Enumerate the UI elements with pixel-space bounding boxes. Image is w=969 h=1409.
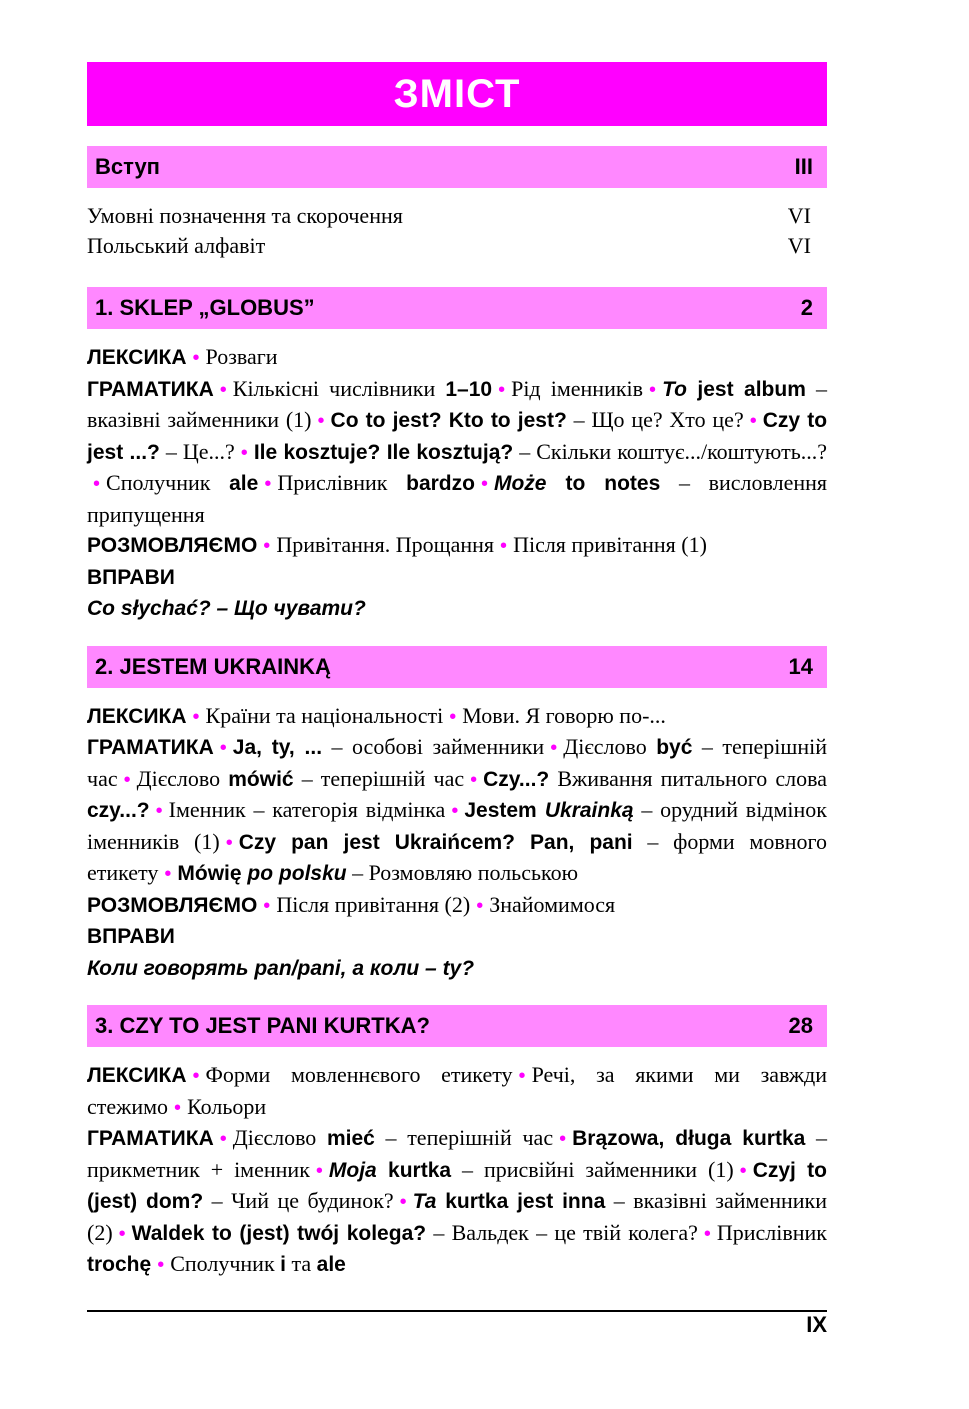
content-text: ГРАМАТИКА (87, 1127, 214, 1150)
page-number: IX (806, 1312, 827, 1337)
content-text: Ta (412, 1190, 437, 1213)
content-text: ale (229, 472, 259, 495)
content-line (87, 1123, 827, 1281)
content-text: czy...? (87, 799, 150, 822)
chapter-page: 14 (788, 653, 813, 679)
bullet-icon: • (739, 1159, 747, 1182)
bullet-icon: • (315, 1159, 323, 1182)
content-text: Дієслово (136, 765, 229, 791)
intro-bar[interactable] (87, 146, 827, 188)
content-text: – орудний відмінок іменників (1) (87, 797, 827, 854)
bullet-icon: • (225, 831, 233, 854)
bullet-icon: • (449, 705, 457, 728)
front-entry-label: Умовні позначення та скорочення (87, 203, 403, 228)
bullet-icon: • (155, 800, 163, 822)
content-text: Czy to jest ...? (87, 409, 828, 464)
content-text: Moja (328, 1158, 377, 1182)
content-line (87, 562, 827, 594)
content-line (87, 1060, 827, 1123)
content-text: ГРАМАТИКА (87, 377, 214, 401)
chapter-title: 3. CZY TO JEST PANI KURTKA? (95, 1013, 430, 1038)
bullet-icon: • (157, 1254, 165, 1276)
bullet-icon: • (749, 410, 757, 432)
content-text: Co to jest? Kto to jest? (330, 409, 567, 432)
content-text: Після привітання (2) (276, 891, 471, 917)
bullet-icon: • (263, 535, 271, 557)
content-text: ЛЕКСИКА (87, 346, 187, 369)
content-text: – Це...? (159, 438, 235, 464)
content-line (87, 890, 827, 922)
content-text: Może (493, 472, 547, 495)
bullet-icon: • (480, 473, 488, 495)
bullet-icon: • (264, 473, 272, 495)
content-text: bardzo (406, 472, 475, 495)
chapter-2-contents (87, 701, 827, 985)
bullet-icon: • (559, 1128, 567, 1150)
content-line (87, 342, 827, 374)
content-text: kurtka (376, 1158, 452, 1182)
content-line (87, 530, 827, 562)
front-entry-label: Польський алфавіт (87, 233, 266, 258)
content-text: Czyj to (jest) dom? (87, 1158, 827, 1213)
content-text: – прикметник + іменник (87, 1125, 828, 1182)
content-text: Сполучник (170, 1251, 281, 1276)
content-text: РОЗМОВЛЯЄМО (87, 534, 258, 557)
chapter-1-contents (87, 342, 827, 625)
front-entry-page: VI (787, 203, 811, 228)
content-text: Знайомимося (489, 891, 616, 917)
bullet-icon: • (192, 705, 200, 728)
content-text: ЛЕКСИКА (87, 704, 187, 728)
content-text: – висловлення припущення (87, 470, 828, 527)
content-text: po polsku (247, 862, 347, 885)
content-text: – форми мовного етикету (87, 828, 827, 885)
content-text: – вказівні займенники (1) (87, 375, 828, 432)
content-text: Jestem (464, 799, 545, 822)
content-text: Форми мовленнєвого етикету (205, 1062, 513, 1087)
bullet-icon: • (317, 410, 325, 432)
footer-divider (87, 1310, 827, 1312)
bullet-icon: • (118, 1222, 126, 1245)
content-text: Привітання. Прощання (276, 532, 495, 557)
content-text: Після привітання (1) (513, 532, 707, 557)
content-text: Mówię (177, 862, 248, 885)
bullet-icon: • (219, 1128, 227, 1150)
content-text: – Розмовляю польською (346, 860, 579, 885)
content-text: РОЗМОВЛЯЄМО (87, 893, 258, 917)
bullet-icon: • (192, 347, 200, 369)
bullet-icon: • (703, 1222, 711, 1245)
bullet-icon: • (174, 1096, 182, 1119)
content-text: – особові займенники (322, 734, 545, 759)
front-entry[interactable] (87, 231, 827, 261)
content-text: Дієслово (563, 734, 657, 759)
content-text: – теперішній час (293, 765, 465, 791)
content-text: ГРАМАТИКА (87, 736, 214, 759)
content-text: – Скільки коштує.../коштують...? (513, 438, 827, 464)
content-text: jest album (686, 377, 806, 401)
content-text: Ukrainką (544, 799, 634, 822)
bullet-icon: • (476, 894, 484, 917)
content-line (87, 921, 827, 953)
front-entry-page: VI (787, 233, 811, 258)
content-text: – Що це? Хто це? (566, 407, 744, 432)
front-entries (87, 201, 827, 261)
chapter-title: 2. JESTEM UKRAINKĄ (95, 653, 331, 679)
content-text: Сполучник (106, 470, 230, 495)
content-text: – вказівні займенники (2) (87, 1188, 828, 1245)
content-text: Czy pan jest Ukraińcem? Pan, pani (238, 830, 633, 854)
content-text: mówić (228, 767, 294, 791)
bullet-icon: • (164, 863, 172, 885)
content-text: ВПРАВИ (87, 925, 175, 948)
content-line (87, 374, 827, 531)
bullet-icon: • (219, 378, 227, 401)
content-text: Кольори (187, 1093, 267, 1119)
content-text: – Вальдек – це твій колега? (426, 1219, 698, 1245)
chapter-3-bar[interactable] (87, 1005, 827, 1047)
content-text: Ile kosztuje? Ile kosztują? (253, 440, 514, 464)
content-text: Waldek to (jest) twój kolega? (131, 1221, 427, 1245)
content-text: – присвійні займенники (1) (451, 1156, 734, 1182)
content-text: та (285, 1251, 317, 1276)
content-text: Рід іменників (511, 375, 644, 401)
bullet-icon: • (498, 378, 506, 401)
content-text: Розваги (205, 344, 278, 369)
bullet-icon: • (263, 894, 271, 917)
bullet-icon: • (240, 441, 248, 464)
bullet-icon: • (219, 737, 227, 759)
bullet-icon: • (500, 535, 508, 557)
content-text: Коли говорять pan/pani, а коли – ty? (87, 956, 475, 980)
content-text: Brązowa, długa kurtka (572, 1127, 806, 1150)
content-text: kurtka jest inna (436, 1190, 606, 1213)
content-text: – Чий це будинок? (203, 1188, 394, 1213)
content-text: Дієслово (232, 1125, 327, 1150)
content-text: To (662, 377, 687, 401)
content-text: – теперішній час (87, 734, 828, 791)
content-line (87, 732, 827, 890)
content-text: ale (316, 1253, 346, 1276)
content-line (87, 953, 827, 985)
chapter-page: 2 (800, 295, 813, 320)
content-text: Вживання питального слова (549, 765, 827, 791)
page-title: ЗМІСТ (87, 62, 827, 126)
chapter-3-contents (87, 1060, 827, 1281)
bullet-icon: • (123, 768, 131, 791)
bullet-icon: • (518, 1065, 526, 1087)
table-of-contents (87, 62, 827, 1281)
content-text: ЛЕКСИКА (87, 1064, 187, 1087)
intro-page: III (794, 154, 813, 179)
content-text: i (280, 1253, 286, 1276)
bullet-icon: • (550, 737, 558, 759)
content-text: to notes (546, 472, 661, 495)
bullet-icon: • (470, 768, 478, 791)
content-text: Прислівник (716, 1219, 827, 1245)
content-text: mieć (326, 1127, 375, 1150)
bullet-icon: • (93, 473, 101, 495)
content-line (87, 701, 827, 733)
content-text: Co słychać? – Що чувати? (87, 597, 366, 620)
chapter-page: 28 (788, 1013, 813, 1038)
content-line (87, 593, 827, 625)
content-text: – теперішній час (374, 1125, 554, 1150)
content-text: trochę (87, 1253, 152, 1276)
intro-label: Вступ (95, 154, 160, 179)
bullet-icon: • (399, 1191, 407, 1213)
chapter-2-bar[interactable] (87, 646, 827, 688)
content-text: być (656, 736, 693, 759)
content-text: Речі, за якими ми завжди стежимо (87, 1062, 827, 1119)
content-text: Країни та національності (205, 702, 444, 728)
chapter-1-bar[interactable] (87, 287, 827, 329)
front-entry[interactable] (87, 201, 827, 231)
bullet-icon: • (192, 1065, 200, 1087)
bullet-icon: • (451, 800, 459, 822)
content-text: ВПРАВИ (87, 565, 175, 589)
content-text: Мови. Я говорю по-... (462, 702, 666, 728)
bullet-icon: • (649, 378, 657, 401)
chapter-title: 1. SKLEP „GLOBUS” (95, 295, 315, 320)
content-text: Кількісні числівники (232, 375, 446, 401)
content-text: Czy...? (483, 767, 550, 791)
content-text: Іменник – категорія відмінка (168, 797, 446, 822)
content-text: Ja, ty, ... (232, 736, 323, 759)
content-text: Прислівник (277, 470, 407, 495)
content-text: 1–10 (445, 377, 493, 401)
